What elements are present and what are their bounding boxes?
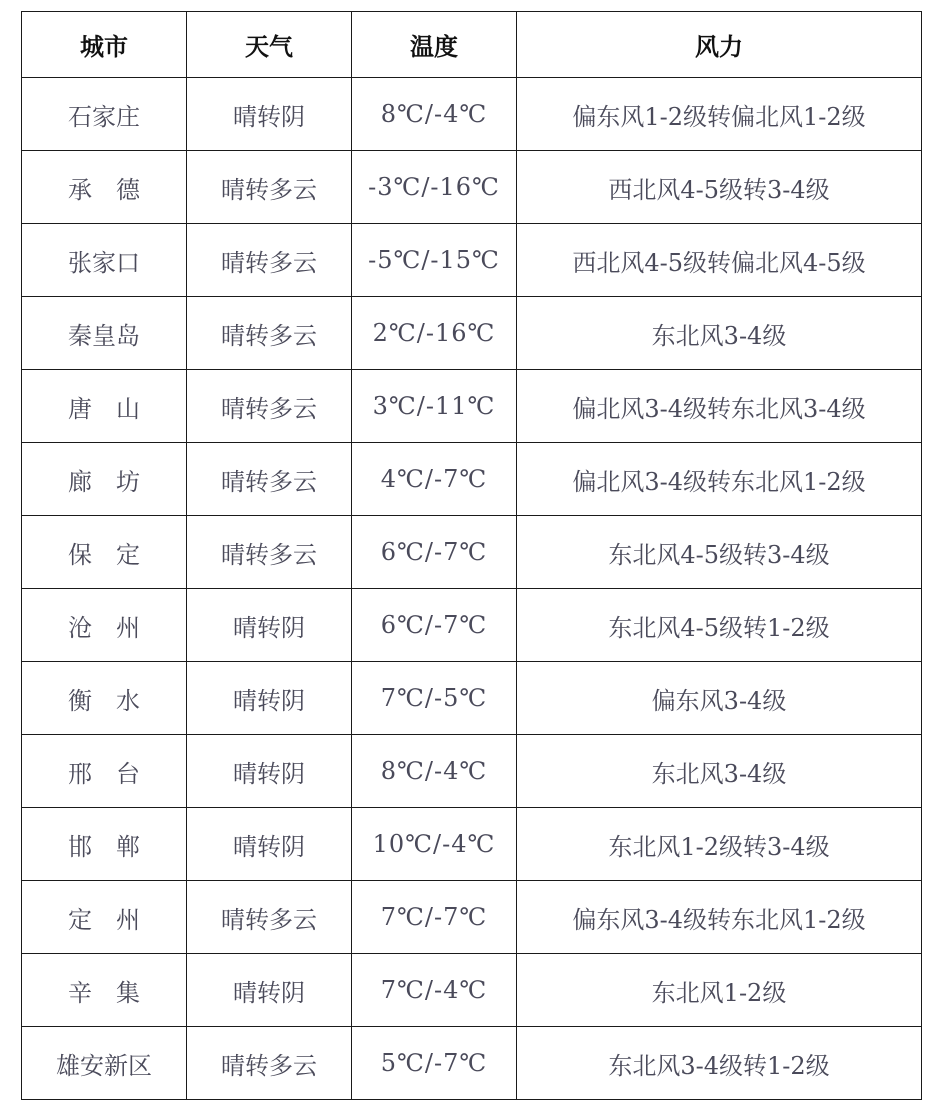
city-cell: 廊 坊 <box>22 443 187 516</box>
wind-cell: 偏北风3-4级转东北风1-2级 <box>517 443 922 516</box>
table-row <box>22 735 922 808</box>
city-cell: 雄安新区 <box>22 1027 187 1100</box>
wind-cell: 东北风4-5级转1-2级 <box>517 589 922 662</box>
temperature-cell: 3℃/-11℃ <box>352 370 517 443</box>
city-cell: 邢 台 <box>22 735 187 808</box>
city-cell: 沧 州 <box>22 589 187 662</box>
city-cell: 邯 郸 <box>22 808 187 881</box>
weather-cell: 晴转多云 <box>187 443 352 516</box>
table-header-row <box>22 12 922 78</box>
temperature-cell: 7℃/-4℃ <box>352 954 517 1027</box>
wind-cell: 东北风3-4级 <box>517 297 922 370</box>
weather-cell: 晴转阴 <box>187 954 352 1027</box>
table-row <box>22 881 922 954</box>
wind-cell: 偏东风3-4级 <box>517 662 922 735</box>
temperature-cell: 7℃/-7℃ <box>352 881 517 954</box>
temperature-cell: 8℃/-4℃ <box>352 78 517 151</box>
weather-cell: 晴转多云 <box>187 1027 352 1100</box>
header-weather: 天气 <box>187 12 352 78</box>
temperature-cell: 7℃/-5℃ <box>352 662 517 735</box>
table-row <box>22 808 922 881</box>
temperature-cell: -3℃/-16℃ <box>352 151 517 224</box>
table-row <box>22 662 922 735</box>
table-row <box>22 954 922 1027</box>
wind-cell: 西北风4-5级转3-4级 <box>517 151 922 224</box>
weather-cell: 晴转多云 <box>187 881 352 954</box>
city-cell: 石家庄 <box>22 78 187 151</box>
header-temperature: 温度 <box>352 12 517 78</box>
weather-cell: 晴转多云 <box>187 224 352 297</box>
temperature-cell: 6℃/-7℃ <box>352 516 517 589</box>
table-row <box>22 1027 922 1100</box>
wind-cell: 东北风1-2级 <box>517 954 922 1027</box>
city-cell: 张家口 <box>22 224 187 297</box>
city-cell: 衡 水 <box>22 662 187 735</box>
wind-cell: 东北风4-5级转3-4级 <box>517 516 922 589</box>
city-cell: 辛 集 <box>22 954 187 1027</box>
city-cell: 定 州 <box>22 881 187 954</box>
weather-cell: 晴转多云 <box>187 151 352 224</box>
temperature-cell: 2℃/-16℃ <box>352 297 517 370</box>
temperature-cell: -5℃/-15℃ <box>352 224 517 297</box>
table-row <box>22 297 922 370</box>
wind-cell: 东北风1-2级转3-4级 <box>517 808 922 881</box>
weather-cell: 晴转多云 <box>187 297 352 370</box>
weather-cell: 晴转阴 <box>187 808 352 881</box>
header-wind: 风力 <box>517 12 922 78</box>
temperature-cell: 10℃/-4℃ <box>352 808 517 881</box>
weather-cell: 晴转阴 <box>187 589 352 662</box>
table-row <box>22 443 922 516</box>
city-cell: 唐 山 <box>22 370 187 443</box>
weather-cell: 晴转阴 <box>187 78 352 151</box>
wind-cell: 东北风3-4级 <box>517 735 922 808</box>
temperature-cell: 5℃/-7℃ <box>352 1027 517 1100</box>
weather-cell: 晴转阴 <box>187 735 352 808</box>
city-cell: 秦皇岛 <box>22 297 187 370</box>
temperature-cell: 8℃/-4℃ <box>352 735 517 808</box>
wind-cell: 偏东风3-4级转东北风1-2级 <box>517 881 922 954</box>
temperature-cell: 6℃/-7℃ <box>352 589 517 662</box>
wind-cell: 偏东风1-2级转偏北风1-2级 <box>517 78 922 151</box>
table-row <box>22 370 922 443</box>
wind-cell: 东北风3-4级转1-2级 <box>517 1027 922 1100</box>
weather-cell: 晴转阴 <box>187 662 352 735</box>
header-city: 城市 <box>22 12 187 78</box>
city-cell: 承 德 <box>22 151 187 224</box>
table-row <box>22 589 922 662</box>
table-row <box>22 224 922 297</box>
table-row <box>22 151 922 224</box>
wind-cell: 西北风4-5级转偏北风4-5级 <box>517 224 922 297</box>
table-row <box>22 78 922 151</box>
weather-forecast-table <box>21 11 922 1100</box>
city-cell: 保 定 <box>22 516 187 589</box>
table-row <box>22 516 922 589</box>
weather-cell: 晴转多云 <box>187 370 352 443</box>
wind-cell: 偏北风3-4级转东北风3-4级 <box>517 370 922 443</box>
temperature-cell: 4℃/-7℃ <box>352 443 517 516</box>
weather-cell: 晴转多云 <box>187 516 352 589</box>
